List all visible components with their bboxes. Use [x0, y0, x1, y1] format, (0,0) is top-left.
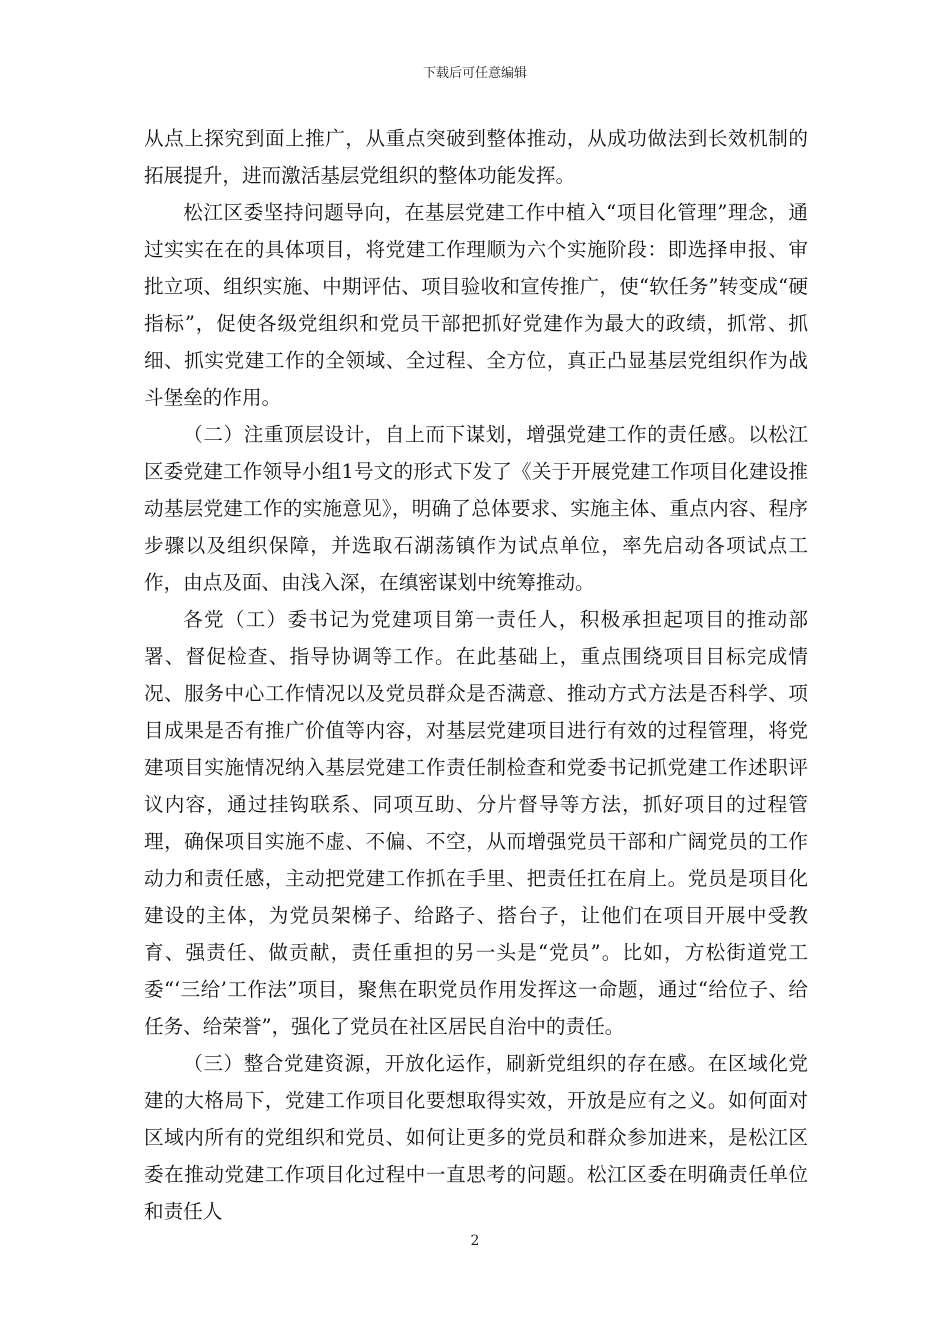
document-body [144, 120, 808, 1230]
page-header-note: 下载后可任意编辑 [422, 66, 527, 81]
paragraph-project-management: 松江区委坚持问题导向，在基层党建工作中植入“项目化管理”理念，通过实实在在的具体项目，将党建工作理顺为六个实施阶段：即选择申报、审批立项、组织实施、中期评估、项目验收和宣传推广，使“软任务”转变成“硬指标”，促使各级党组织和党员干部把抓好党建作为最大的政绩，抓常、抓细、抓实党建工作的全领域、全过程、全方位，真正凸显基层党组织作为战斗堡垒的作用。 [144, 201, 808, 409]
paragraph-responsibility: 各党（工）委书记为党建项目第一责任人，积极承担起项目的推动部署、督促检查、指导协调等工作。在此基础上，重点围绕项目目标完成情况、服务中心工作情况以及党员群众是否满意、推动方式方法是否科学、项目成果是否有推广价值等内容，对基层党建项目进行有效的过程管理，将党建项目实施情况纳入基层党建工作责任制检查和党委书记抓党建工作述职评议内容，通过挂钩联系、同项互助、分片督导等方法，抓好项目的过程管理，确保项目实施不虚、不偏、不空，从而增强党员干部和广阔党员的工作动力和责任感，主动把党建工作抓在手里、把责任扛在肩上。党员是项目化建设的主体，为党员架梯子、给路子、搭台子，让他们在项目开展中受教育、强责任、做贡献，责任重担的另一头是“党员”。比如，方松街道党工委“‘三给’工作法”项目，聚焦在职党员作用发挥这一命题，通过“给位子、给任务、给荣誉”，强化了党员在社区居民自治中的责任。 [144, 608, 808, 1038]
paragraph-continuation: 从点上探究到面上推广，从重点突破到整体推动，从成功做法到长效机制的拓展提升，进而激活基层党组织的整体功能发挥。 [144, 127, 808, 187]
page-number: 2 [470, 1233, 480, 1249]
paragraph-section-three: （三）整合党建资源，开放化运作，刷新党组织的存在感。在区域化党建的大格局下，党建工作项目化要想取得实效，开放是应有之义。如何面对区域内所有的党组织和党员、如何让更多的党员和群众参加进来，是松江区委在推动党建工作项目化过程中一直思考的问题。松江区委在明确责任单位和责任人 [144, 1052, 808, 1223]
paragraph-section-two: （二）注重顶层设计，自上而下谋划，增强党建工作的责任感。以松江区委党建工作领导小组1号文的形式下发了《关于开展党建工作项目化建设推动基层党建工作的实施意见》，明确了总体要求、实施主体、重点内容、程序步骤以及组织保障，并选取石湖荡镇作为试点单位，率先启动各项试点工作，由点及面、由浅入深，在缜密谋划中统筹推动。 [144, 423, 808, 594]
